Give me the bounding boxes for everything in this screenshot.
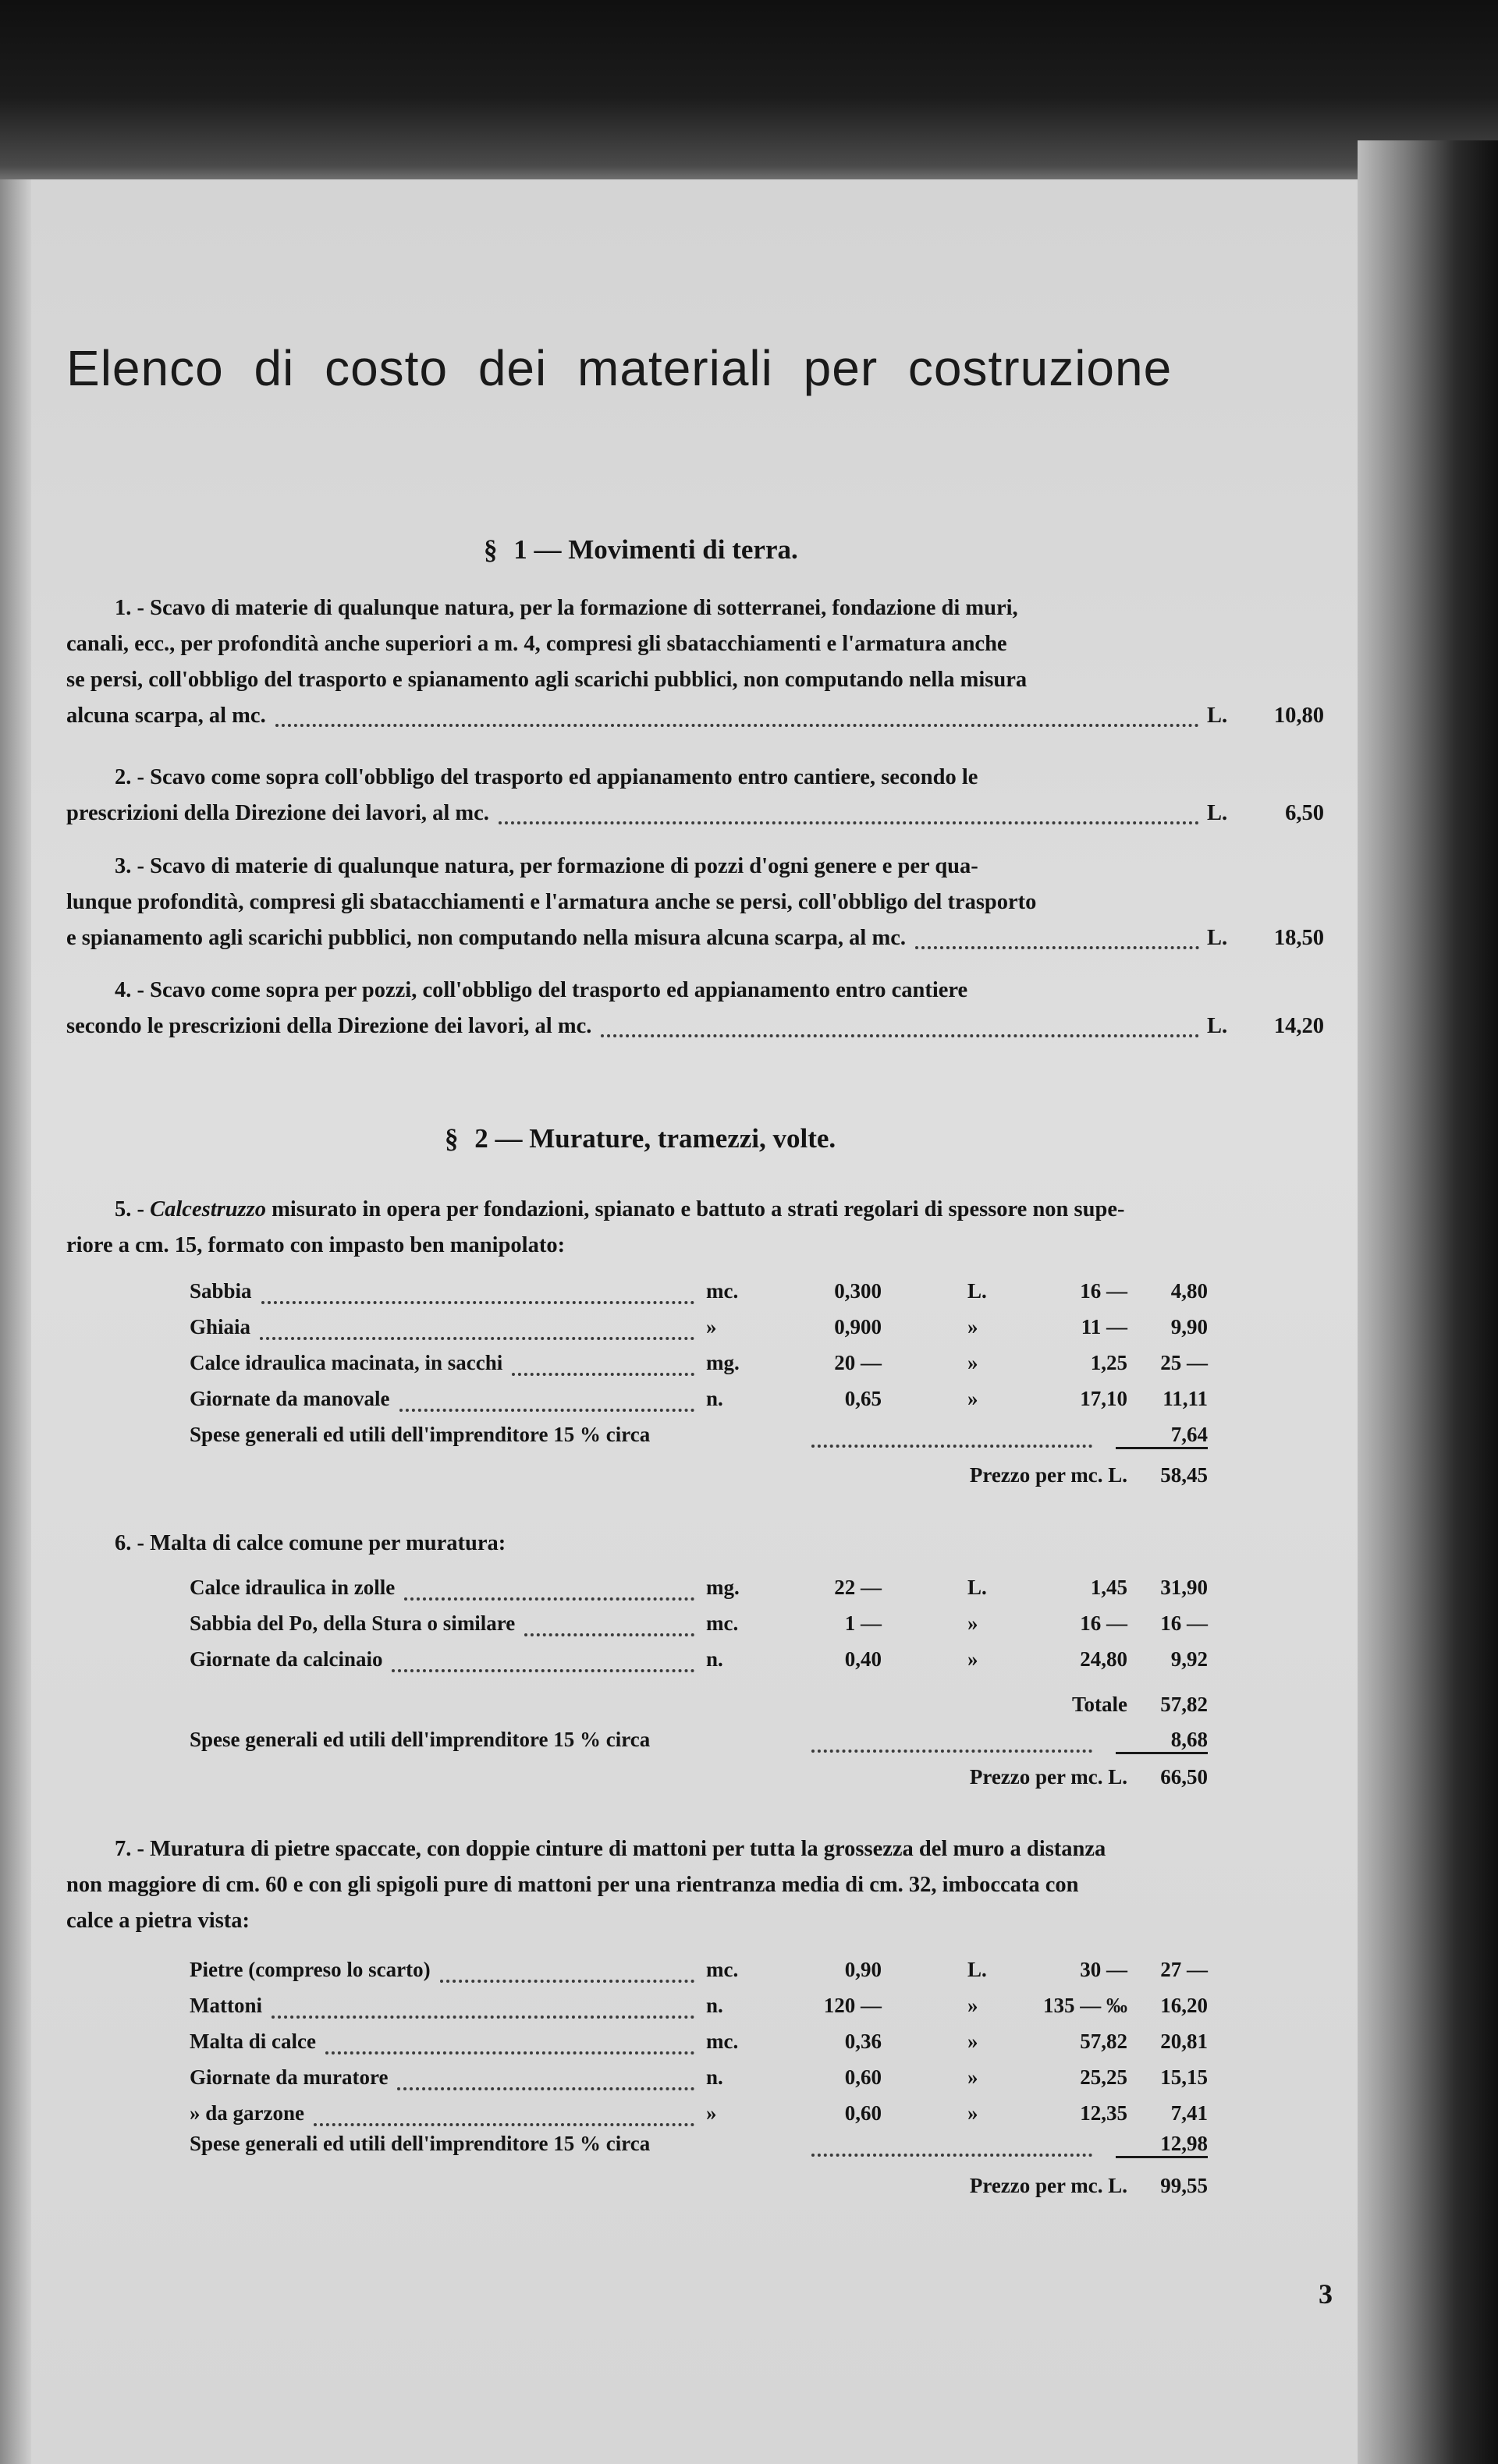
item-italic-term: Calcestruzzo (150, 1197, 266, 1221)
list-item-2 (66, 760, 1324, 831)
cell-qty: 0,90 (844, 1958, 882, 1981)
leader-dots (811, 1445, 1092, 1448)
cell-label: Sabbia (190, 1279, 252, 1303)
leader-dots (499, 821, 1199, 824)
cell-qty: 0,65 (844, 1387, 882, 1410)
cell-label: Calce idraulica in zolle (190, 1576, 396, 1599)
cell-unit: n. (706, 2065, 723, 2089)
leader-dots (260, 1337, 694, 1340)
cell-qty: 0,36 (844, 2030, 882, 2053)
cell-amount: 20,81 (1160, 2030, 1208, 2053)
item-price-line (66, 1009, 1324, 1044)
cell-rate: 135 — ‰ (1043, 1994, 1127, 2017)
table-row (0, 2030, 1498, 2062)
list-item-3 (66, 849, 1324, 956)
cell-qty: 0,60 (844, 2065, 882, 2089)
section-heading-2 (445, 1123, 836, 1154)
item-text: - Malta di calce comune per muratura: (137, 1531, 506, 1555)
scan-dark-top-border (0, 0, 1498, 195)
total-label: Prezzo per mc. L. (969, 1463, 1127, 1487)
table-row (0, 1647, 1498, 1680)
cell-label: Mattoni (190, 1994, 262, 2017)
item-price-line (66, 920, 1324, 956)
total-row-7 (0, 2174, 1498, 2207)
item-text: se persi, coll'obbligo del trasporto e spianamento agli scarichi pubblici, non computando nella misura (66, 668, 1028, 692)
total-row-6 (0, 1765, 1498, 1798)
cell-cur: » (967, 1611, 978, 1635)
table-row (0, 2065, 1498, 2098)
list-item-1 (66, 590, 1324, 734)
overhead-row-6 (0, 1728, 1498, 1760)
item-number: 5. (115, 1197, 132, 1221)
cell-label: Sabbia del Po, della Stura o similare (190, 1611, 516, 1635)
section-symbol: § (484, 534, 498, 565)
price-value: 6,50 (1285, 801, 1324, 825)
cell-cur: » (967, 1994, 978, 2017)
item-text: - Scavo come sopra per pozzi, coll'obbligo del trasporto ed appianamento entro cantiere (137, 978, 968, 1002)
cell-cur: L. (967, 1576, 987, 1599)
item-text: prescrizioni della Direzione dei lavori, al mc. (66, 801, 489, 825)
cell-label: » da garzone (190, 2101, 304, 2125)
list-item-6 (115, 1526, 506, 1562)
leader-dots (399, 1409, 694, 1412)
leader-dots (601, 1034, 1199, 1037)
cell-cur: » (967, 1647, 978, 1671)
cell-qty: 0,40 (844, 1647, 882, 1671)
cell-cur: » (967, 2030, 978, 2053)
section-symbol: § (445, 1123, 459, 1154)
cell-amount: 31,90 (1160, 1576, 1208, 1599)
cell-amount: 16,20 (1160, 1994, 1208, 2017)
total-label: Prezzo per mc. L. (969, 2174, 1127, 2197)
leader-dots (440, 1980, 694, 1983)
cell-cur: L. (967, 1958, 987, 1981)
cell-rate: 30 — (1080, 1958, 1127, 1981)
overhead-row-5 (0, 1423, 1498, 1455)
leader-dots (811, 1750, 1092, 1753)
total-label: Prezzo per mc. L. (969, 1765, 1127, 1789)
cell-unit: mg. (706, 1576, 740, 1599)
leader-dots (261, 1301, 694, 1304)
currency: L. (1207, 801, 1228, 825)
total-row-5 (0, 1463, 1498, 1496)
cell-qty: 20 — (834, 1351, 882, 1374)
cell-label: Giornate da muratore (190, 2065, 389, 2089)
item-text: misurato in opera per fondazioni, spianato e battuto a strati regolari di spessore non supe- (272, 1197, 1125, 1221)
section-label: 2 — Murature, tramezzi, volte. (474, 1123, 836, 1154)
price-value: 14,20 (1273, 1014, 1324, 1038)
cell-amount: 9,90 (1170, 1315, 1208, 1338)
list-item-4 (66, 973, 1324, 1044)
item-price (1207, 1009, 1324, 1044)
item-text: non maggiore di cm. 60 e con gli spigoli pure di mattoni per una rientranza media di cm. 32, imboccata con (66, 1873, 1079, 1897)
overhead-label: Spese generali ed utili dell'imprenditore 15 % circa (190, 2132, 651, 2155)
cell-qty: 120 — (823, 1994, 882, 2017)
cell-cur: » (967, 1315, 978, 1338)
leader-dots (915, 946, 1199, 949)
cell-rate: 12,35 (1080, 2101, 1127, 2125)
overhead-label: Spese generali ed utili dell'imprenditore 15 % circa (190, 1728, 651, 1751)
cell-unit: n. (706, 1994, 723, 2017)
cell-unit: mc. (706, 1958, 739, 1981)
cell-rate: 16 — (1080, 1611, 1127, 1635)
page-number: 3 (1319, 2278, 1333, 2310)
cell-cur: » (967, 1387, 978, 1410)
cell-cur: » (967, 1351, 978, 1374)
leader-dots (524, 1633, 694, 1636)
cell-unit: » (706, 1315, 717, 1338)
cell-unit: n. (706, 1387, 723, 1410)
leader-dots (512, 1373, 694, 1376)
overhead-amount: 8,68 (1116, 1728, 1208, 1754)
cell-label: Pietre (compreso lo scarto) (190, 1958, 431, 1981)
leader-dots (314, 2123, 694, 2126)
table-row (0, 1315, 1498, 1348)
cell-rate: 1,45 (1090, 1576, 1127, 1599)
item-text: canali, ecc., per profondità anche superiori a m. 4, compresi gli sbatacchiamenti e l'armatura anche (66, 632, 1007, 656)
subtotal-row-6 (0, 1693, 1498, 1725)
cell-rate: 25,25 (1080, 2065, 1127, 2089)
overhead-amount: 12,98 (1116, 2132, 1208, 2158)
total-amount: 58,45 (1160, 1463, 1208, 1487)
cell-rate: 11 — (1081, 1315, 1127, 1338)
cell-amount: 11,11 (1163, 1387, 1208, 1410)
total-amount: 66,50 (1160, 1765, 1208, 1789)
item-number: 7. (115, 1837, 132, 1861)
list-item-7 (66, 1831, 1346, 1939)
item-number: 2. (115, 765, 132, 789)
cell-rate: 57,82 (1080, 2030, 1127, 2053)
cell-qty: 0,60 (844, 2101, 882, 2125)
cell-qty: 0,900 (834, 1315, 882, 1338)
price-value: 10,80 (1273, 704, 1324, 728)
item-text: calce a pietra vista: (66, 1909, 250, 1933)
item-price-line (66, 698, 1324, 734)
cell-amount: 16 — (1160, 1611, 1208, 1635)
currency: L. (1207, 926, 1228, 950)
section-label: 1 — Movimenti di terra. (513, 534, 798, 565)
overhead-label: Spese generali ed utili dell'imprenditore 15 % circa (190, 1423, 651, 1446)
table-row (0, 1279, 1498, 1312)
cell-unit: mc. (706, 1279, 739, 1303)
leader-dots (275, 724, 1199, 727)
table-row (0, 1351, 1498, 1384)
table-row (0, 1387, 1498, 1420)
leader-dots (397, 2087, 694, 2090)
item-text: riore a cm. 15, formato con impasto ben manipolato: (66, 1233, 566, 1257)
item-number: 1. (115, 596, 132, 620)
cell-unit: mc. (706, 1611, 739, 1635)
item-text: - Scavo come sopra coll'obbligo del trasporto ed appianamento entro cantiere, secondo le (137, 765, 978, 789)
leader-dots (811, 2154, 1092, 2157)
item-text: - Muratura di pietre spaccate, con doppie cinture di mattoni per tutta la grossezza del muro a distanza (137, 1837, 1106, 1861)
table-row (0, 1958, 1498, 1991)
cell-unit: mc. (706, 2030, 739, 2053)
price-value: 18,50 (1273, 926, 1324, 950)
cell-qty: 1 — (844, 1611, 882, 1635)
cell-unit: » (706, 2101, 717, 2125)
cell-label: Calce idraulica macinata, in sacchi (190, 1351, 503, 1374)
cell-rate: 24,80 (1080, 1647, 1127, 1671)
cell-cur: » (967, 2101, 978, 2125)
cell-amount: 25 — (1160, 1351, 1208, 1374)
section-heading-1 (484, 534, 798, 565)
table-row (0, 2101, 1498, 2134)
item-number: 4. (115, 978, 132, 1002)
leader-dots (325, 2051, 694, 2055)
cell-unit: n. (706, 1647, 723, 1671)
item-price (1207, 698, 1324, 734)
item-price (1207, 920, 1324, 956)
cell-amount: 15,15 (1160, 2065, 1208, 2089)
cell-cur: » (967, 2065, 978, 2089)
item-price (1207, 796, 1324, 831)
cell-label: Giornate da manovale (190, 1387, 390, 1410)
cell-amount: 27 — (1160, 1958, 1208, 1981)
cell-label: Malta di calce (190, 2030, 316, 2053)
cell-cur: L. (967, 1279, 987, 1303)
total-amount: 99,55 (1160, 2174, 1208, 2197)
list-item-5: 5. - Calcestruzzo misurato in opera per fondazioni, spianato e battuto a strati regolari di spessore non supe- riore a cm. 15, formato con impasto ben manipolato: (66, 1192, 1346, 1264)
subtotal-amount: 57,82 (1160, 1693, 1208, 1716)
cell-unit: mg. (706, 1351, 740, 1374)
cell-qty: 0,300 (834, 1279, 882, 1303)
item-number: 3. (115, 854, 132, 878)
cell-rate: 16 — (1080, 1279, 1127, 1303)
item-text: secondo le prescrizioni della Direzione dei lavori, al mc. (66, 1014, 592, 1038)
cell-qty: 22 — (834, 1576, 882, 1599)
cell-amount: 4,80 (1170, 1279, 1208, 1303)
cell-label: Ghiaia (190, 1315, 251, 1338)
table-row (0, 1994, 1498, 2026)
page-title: Elenco di costo dei materiali per costruzione (66, 340, 1173, 396)
overhead-row-7 (0, 2132, 1498, 2164)
item-text: alcuna scarpa, al mc. (66, 704, 266, 728)
currency: L. (1207, 1014, 1228, 1038)
item-text: - Scavo di materie di qualunque natura, per formazione di pozzi d'ogni genere e per qua- (137, 854, 978, 878)
cell-label: Giornate da calcinaio (190, 1647, 383, 1671)
cell-amount: 7,41 (1170, 2101, 1208, 2125)
currency: L. (1207, 704, 1228, 728)
leader-dots (404, 1597, 694, 1601)
cell-rate: 17,10 (1080, 1387, 1127, 1410)
leader-dots (392, 1669, 694, 1672)
item-text: e spianamento agli scarichi pubblici, non computando nella misura alcuna scarpa, al mc. (66, 926, 906, 950)
cell-amount: 9,92 (1170, 1647, 1208, 1671)
table-row (0, 1576, 1498, 1608)
leader-dots (272, 2016, 694, 2019)
cell-rate: 1,25 (1090, 1351, 1127, 1374)
overhead-amount: 7,64 (1116, 1423, 1208, 1449)
item-text: lunque profondità, compresi gli sbatacchiamenti e l'armatura anche se persi, coll'obbligo del trasporto (66, 890, 1037, 914)
subtotal-label: Totale (1071, 1693, 1127, 1716)
item-price-line (66, 796, 1324, 831)
table-row (0, 1611, 1498, 1644)
item-number: 6. (115, 1531, 132, 1555)
item-text: - Scavo di materie di qualunque natura, per la formazione di sotterranei, fondazione di muri, (137, 596, 1018, 620)
